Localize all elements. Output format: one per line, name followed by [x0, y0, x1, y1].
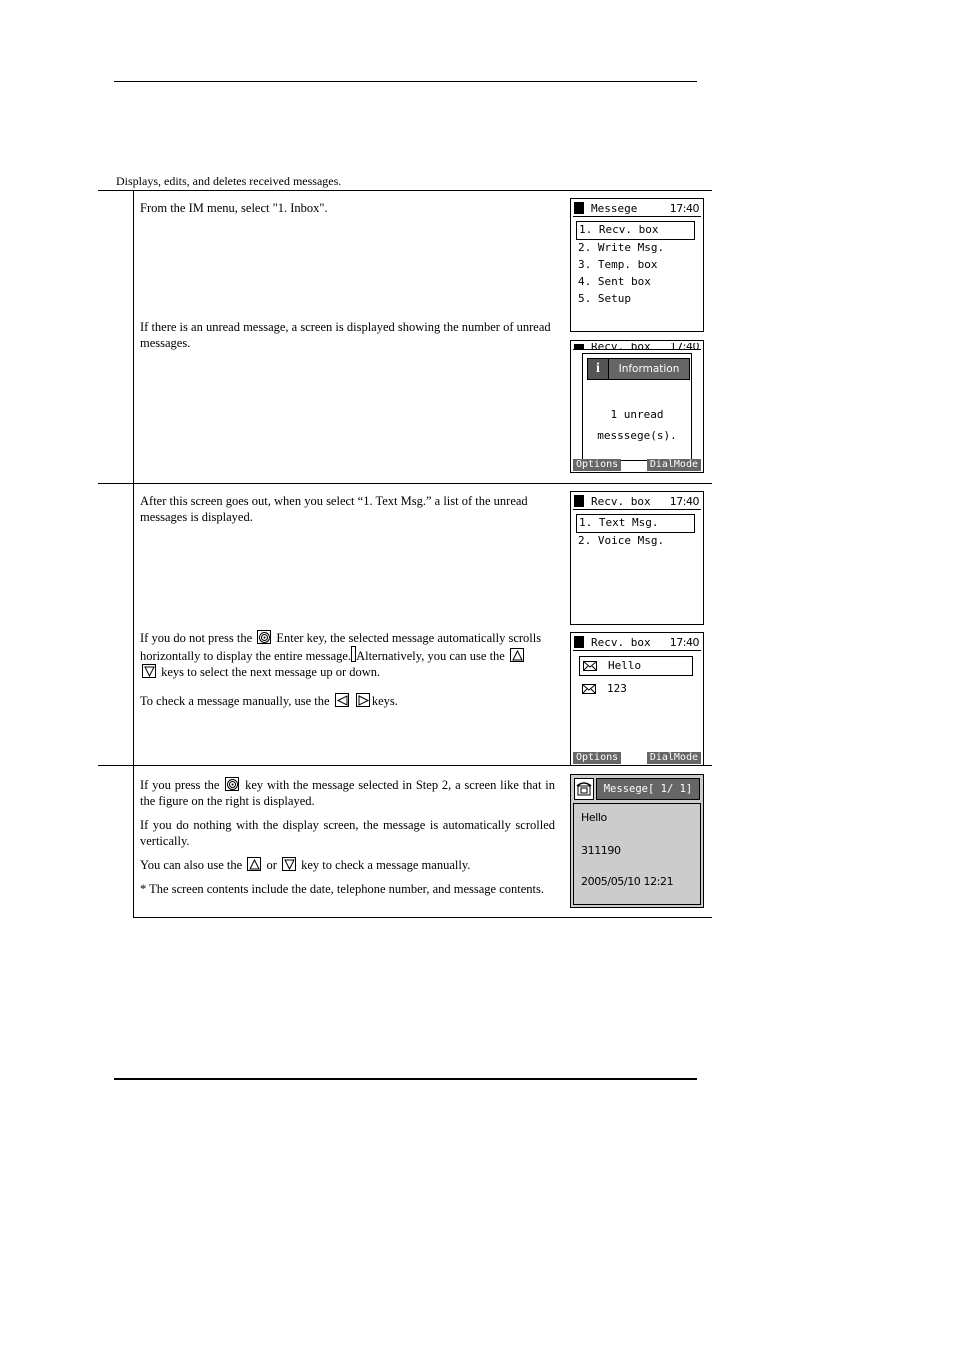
softkey-options[interactable]: Options — [573, 459, 621, 471]
screen-title: Recv. box — [591, 495, 651, 508]
step2-text-c-2: keys. — [371, 694, 398, 708]
step3-p3-b: key to check a message manually. — [301, 858, 471, 872]
status-block-icon — [574, 495, 584, 507]
intro-text: Displays, edits, and deletes received messages. — [116, 174, 342, 188]
status-block-icon — [574, 636, 584, 648]
message-header — [574, 778, 700, 800]
clock: 17:40 — [669, 495, 699, 508]
popup-title: Information — [608, 358, 690, 380]
step2-text-a: After this screen goes out, when you select “1. Text Msg.” a list of the unread messages is displayed. — [140, 494, 528, 524]
step2-text-b-2: Enter key, the selected message automatically scrolls horizontally to display the entire message. — [140, 631, 542, 663]
step1-text-a: From the IM menu, select "1. Inbox". — [140, 201, 328, 215]
enter-key-icon — [257, 630, 271, 644]
info-icon: i — [587, 358, 609, 380]
table-bottom-line — [133, 917, 712, 918]
message-title: Messege[ 1/ 1] — [596, 778, 700, 800]
clock: 17:40 — [669, 636, 699, 649]
step2-text-b — [140, 630, 545, 680]
screen-recv-box-menu — [570, 491, 704, 625]
message-subject: 123 — [607, 682, 627, 695]
envelope-icon — [582, 684, 596, 694]
menu-item-setup[interactable]: 5. Setup — [578, 292, 631, 305]
step3-p4: * The screen contents include the date, telephone number, and message contents. — [140, 882, 544, 896]
menu-item-temp-box[interactable]: 3. Temp. box — [578, 258, 658, 271]
info-popup — [582, 353, 692, 461]
step3-text — [140, 777, 555, 905]
message-row-123[interactable] — [579, 680, 693, 698]
softkey-options[interactable]: Options — [573, 752, 621, 764]
status-bar — [573, 201, 701, 217]
popup-line-2: messsege(s). — [597, 429, 677, 442]
step3-p1-a: If you press the — [140, 778, 220, 792]
softkey-dialmode[interactable]: DialMode — [647, 459, 701, 471]
enter-key-icon — [225, 777, 239, 791]
status-bar — [573, 494, 701, 510]
down-key-icon — [282, 857, 296, 871]
step3-p1 — [140, 777, 555, 809]
step3-p1-b: key with the message selected in Step 2, a screen like that in the figure on the right is displayed. — [140, 778, 555, 808]
softkey-bar — [573, 459, 701, 471]
right-key-icon — [356, 693, 370, 707]
sender-number: 311190 — [581, 844, 621, 857]
step1-text-b: If there is an unread message, a screen is displayed showing the number of unread messages. — [140, 320, 551, 350]
message-subject: Hello — [608, 659, 642, 672]
up-key-icon — [510, 648, 524, 662]
menu-item-voice-msg[interactable]: 2. Voice Msg. — [578, 534, 665, 547]
popup-message — [583, 404, 691, 446]
popup-line-1: 1 unread — [610, 408, 664, 421]
message-body — [573, 803, 701, 905]
status-bar — [573, 635, 701, 651]
message-datetime: 2005/05/10 12:21 — [581, 875, 674, 888]
screen-unread-info — [570, 340, 704, 473]
table-column-line — [133, 190, 134, 917]
menu-list — [576, 514, 695, 550]
step2-text-c — [140, 693, 545, 709]
menu-item-recv-box[interactable]: 1. Recv. box — [576, 221, 695, 240]
step3-p3-a: You can also use the — [140, 858, 243, 872]
header-rule — [114, 81, 697, 82]
status-bar — [573, 343, 701, 350]
message-text: Hello — [581, 811, 607, 824]
envelope-icon — [583, 661, 597, 671]
screen-message-detail — [570, 774, 704, 908]
clock: 17:40 — [669, 343, 699, 350]
screen-message-menu — [570, 198, 704, 332]
step3-p2: If you do nothing with the display screen, the message is automatically scrolled vertically. — [140, 818, 555, 848]
menu-list — [576, 221, 695, 308]
menu-item-write-msg[interactable]: 2. Write Msg. — [578, 241, 665, 254]
step3-p3-or: or — [266, 858, 277, 872]
table-top-line — [98, 190, 712, 191]
screen-title: Recv. box — [591, 343, 651, 350]
status-block-icon — [574, 202, 584, 214]
menu-item-sent-box[interactable]: 4. Sent box — [578, 275, 651, 288]
step3-p3 — [140, 857, 555, 873]
step2-text-b-1: If you do not press the — [140, 631, 253, 645]
menu-item-text-msg[interactable]: 1. Text Msg. — [576, 514, 695, 533]
softkey-bar — [573, 752, 701, 764]
clock: 17:40 — [669, 202, 699, 215]
step2-text-c-1: To check a message manually, use the — [140, 694, 330, 708]
down-key-icon — [142, 664, 156, 678]
up-key-icon — [247, 857, 261, 871]
message-row-hello[interactable] — [579, 656, 693, 676]
screen-message-list — [570, 632, 704, 766]
screen-title: Recv. box — [591, 636, 651, 649]
screen-title: Messege — [591, 202, 638, 215]
footer-rule — [114, 1078, 697, 1080]
left-key-icon — [335, 693, 349, 707]
softkey-dialmode[interactable]: DialMode — [647, 752, 701, 764]
step-divider-1 — [98, 483, 712, 484]
step2-text-b-4: keys to select the next message up or down. — [161, 665, 381, 679]
step2-text-b-3: Alternatively, you can use the — [356, 649, 505, 663]
status-block-icon — [574, 344, 584, 350]
phone-icon — [574, 778, 594, 800]
